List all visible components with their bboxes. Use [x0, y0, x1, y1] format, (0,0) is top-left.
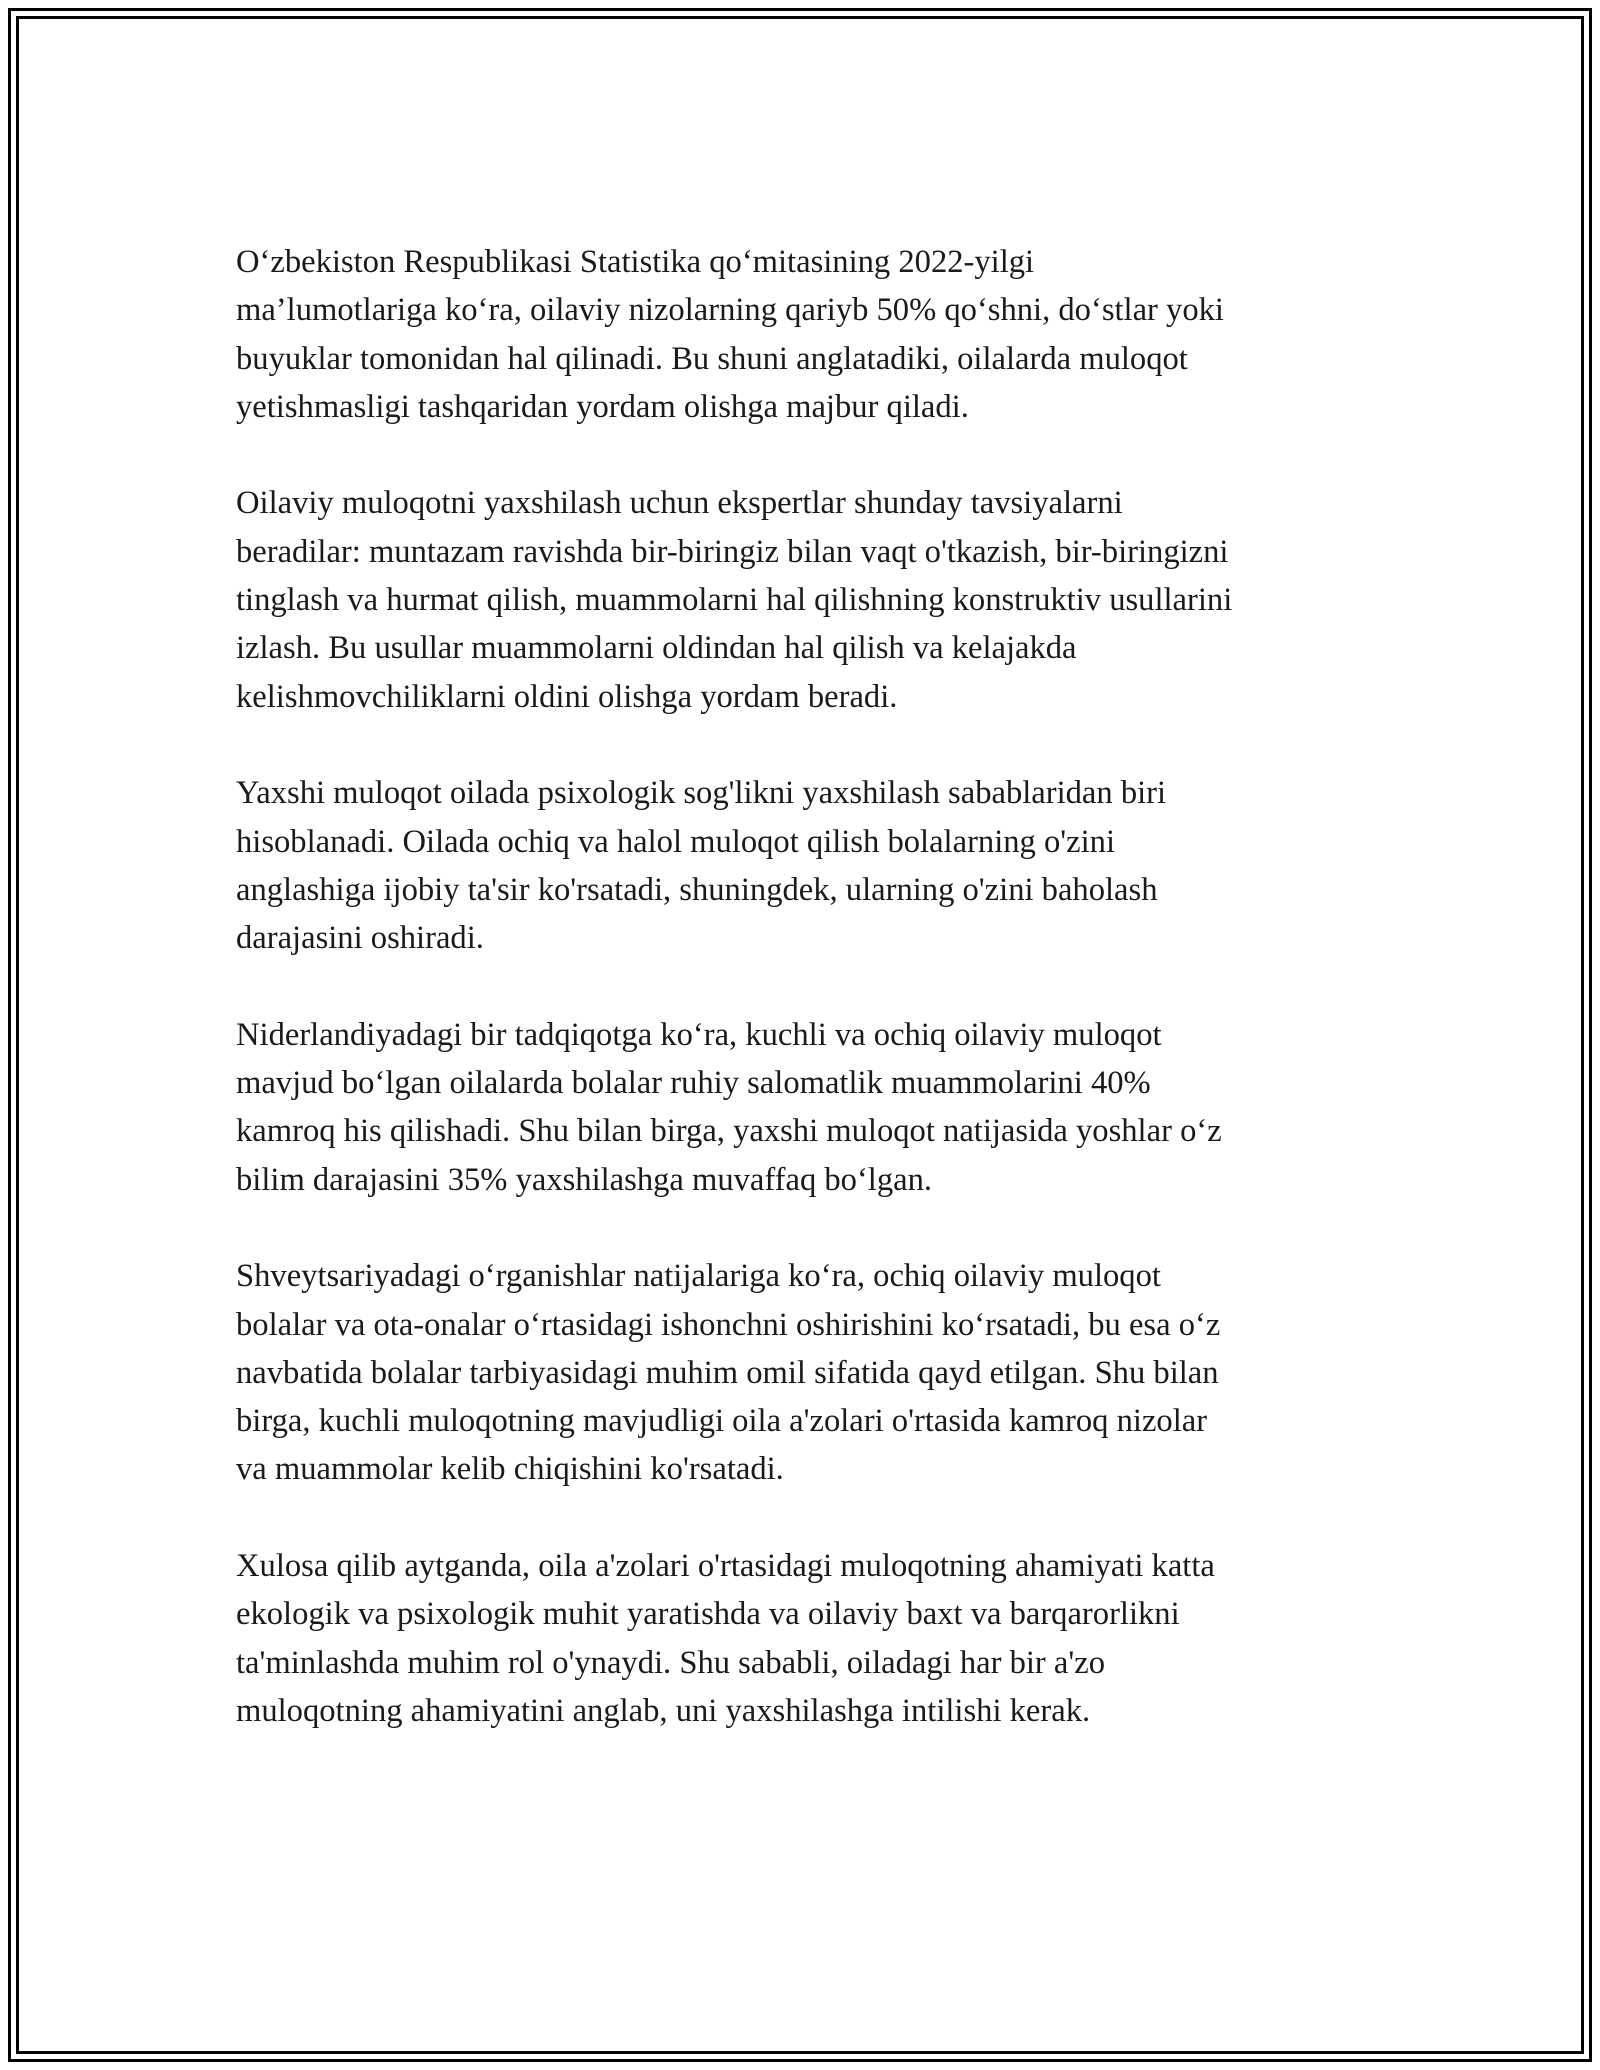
paragraph-switzerland-study: Shveytsariyadagi o‘rganishlar natijalariga ko‘ra, ochiq oilaviy muloqot bolalar va ota-onalar o‘rtasidagi ishonchni oshirishini ko‘rsatadi, bu esa o‘z navbatida bolalar tarbiyasidagi muhim omil sifatida qayd etilgan. Shu bilan birga, kuchli muloqotning mavjudligi oila a'zolari o'rtasida kamroq nizolar va muammolar kelib chiqishini ko'rsatadi. — [236, 1258, 1221, 1488]
paragraph-psychological-health: Yaxshi muloqot oilada psixologik sog'likni yaxshilash sabablaridan biri hisoblanadi. Oilada ochiq va halol muloqot qilish bolalarning o'zini anglashiga ijobiy ta'sir ko'rsatadi, shuningdek, ularning o'zini baholash darajasini oshiradi. — [236, 775, 1167, 957]
paragraph-expert-recommendations: Oilaviy muloqotni yaxshilash uchun ekspertlar shunday tavsiyalarni beradilar: muntazam ravishda bir-biringiz bilan vaqt o'tkazish, bir-biringizni tinglash va hurmat qilish, muammolarni hal qilishning konstruktiv usullarini izlash. Bu usullar muammolarni oldindan hal qilish va kelajakda kelishmovchiliklarni oldini olishga yordam beradi. — [236, 485, 1233, 715]
document-body — [236, 238, 1366, 1784]
paragraph-netherlands-study: Niderlandiyadagi bir tadqiqotga ko‘ra, kuchli va ochiq oilaviy muloqot mavjud bo‘lgan oilalarda bolalar ruhiy salomatlik muammolarini 40% kamroq his qilishadi. Shu bilan birga, yaxshi muloqot natijasida yoshlar o‘z bilim darajasini 35% yaxshilashga muvaffaq bo‘lgan. — [236, 1016, 1222, 1198]
paragraph-statistics: O‘zbekiston Respublikasi Statistika qo‘mitasining 2022-yilgi ma’lumotlariga ko‘ra, oilaviy nizolarning qariyb 50% qo‘shni, do‘stlar yoki buyuklar tomonidan hal qilinadi. Bu shuni anglatadiki, oilalarda muloqot yetishmasligi tashqaridan yordam olishga majbur qiladi. — [236, 244, 1224, 425]
paragraph-conclusion: Xulosa qilib aytganda, oila a'zolari o'rtasidagi muloqotning ahamiyati katta ekologik va psixologik muhit yaratishda va oilaviy baxt va barqarorlikni ta'minlashda muhim rol o'ynaydi. Shu sababli, oiladagi har bir a'zo muloqotning ahamiyatini anglab, uni yaxshilashga intilishi kerak. — [236, 1548, 1215, 1729]
